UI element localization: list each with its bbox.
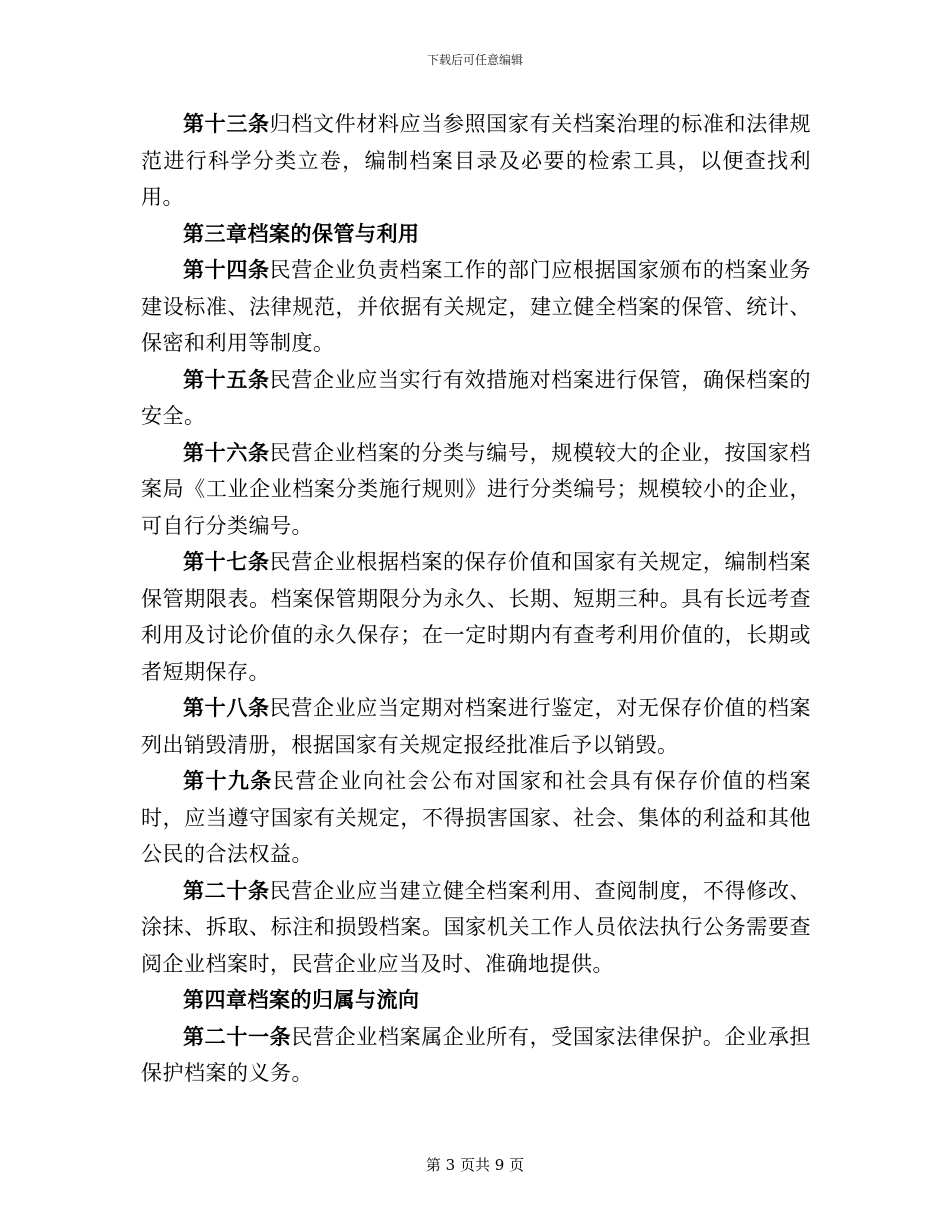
article-title: 第十八条 (183, 695, 270, 720)
chapter-heading-3: 第三章档案的保管与利用 (183, 220, 420, 246)
article-16 (141, 435, 811, 545)
article-21 (141, 1019, 811, 1092)
article-text: 民营企业应当实行有效措施对档案进行保管，确保档案的安全。 (141, 367, 812, 428)
article-20 (141, 873, 811, 983)
article-title: 第十四条 (183, 257, 270, 282)
article-18 (141, 690, 811, 763)
article-title: 第十五条 (183, 366, 270, 392)
article-text: 归档文件材料应当参照国家有关档案治理的标准和法律规范进行科学分类立卷，编制档案目录及必要的检索工具，以便查找利用。 (141, 112, 812, 209)
article-text: 民营企业负责档案工作的部门应根据国家颁布的档案业务建设标准、法律规范，并依据有关规定，建立健全档案的保管、统计、保密和利用等制度。 (141, 258, 812, 355)
article-13 (141, 106, 811, 216)
article-text: 民营企业向社会公布对国家和社会具有保存价值的档案时，应当遵守国家有关规定，不得损害国家、社会、集体的利益和其他公民的合法权益。 (141, 769, 812, 866)
chapter-heading-4: 第四章档案的归属与流向 (183, 987, 420, 1012)
article-title: 第十七条 (183, 549, 270, 574)
article-14 (141, 252, 811, 362)
article-19 (141, 763, 811, 873)
article-text: 民营企业应当定期对档案进行鉴定，对无保存价值的档案列出销毁清册，根据国家有关规定报经批准后予以销毁。 (141, 696, 812, 757)
article-title: 第十九条 (183, 768, 273, 793)
article-title: 第十六条 (183, 439, 270, 465)
document-body (141, 106, 811, 1092)
article-15 (141, 362, 811, 435)
article-text: 民营企业应当建立健全档案利用、查阅制度，不得修改、涂抹、拆取、标注和损毁档案。国家机关工作人员依法执行公务需要查阅企业档案时，民营企业应当及时、准确地提供。 (141, 878, 812, 976)
article-text: 民营企业档案属企业所有，受国家法律保护。企业承担保护档案的义务。 (141, 1024, 812, 1085)
article-title: 第二十条 (183, 877, 270, 903)
article-text: 民营企业根据档案的保存价值和国家有关规定，编制档案保管期限表。档案保管期限分为永久、长期、短期三种。具有长远考查利用及讨论价值的永久保存；在一定时期内有查考利用价值的，长期或者短期保存。 (141, 550, 812, 684)
article-title: 第二十一条 (183, 1023, 292, 1049)
page-number-footer: 第 3 页共 9 页 (425, 1156, 525, 1174)
article-title: 第十三条 (183, 111, 270, 136)
article-text: 民营企业档案的分类与编号，规模较大的企业，按国家档案局《工业企业档案分类施行规则》进行分类编号；规模较小的企业，可自行分类编号。 (141, 440, 812, 538)
page-header-note: 下载后可任意编辑 (426, 53, 523, 67)
article-17 (141, 544, 811, 690)
